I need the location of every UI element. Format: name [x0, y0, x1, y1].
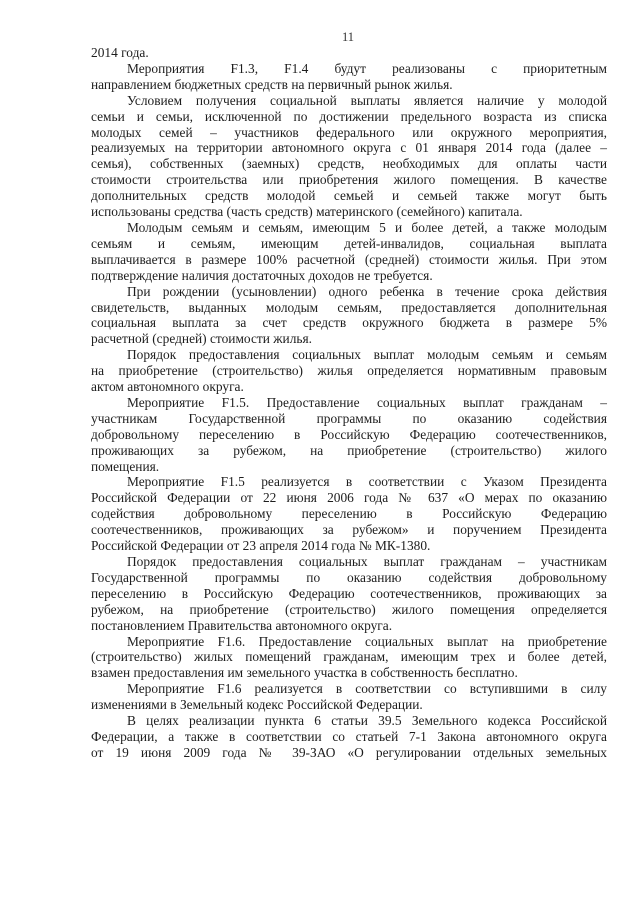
text-line: актом автономного округа.: [91, 379, 244, 395]
text-line: Порядок предоставления социальных выплат гражданам – участникам: [127, 554, 607, 569]
text-line: выплачивается в размере 100% расчетной (средней) стоимости жилья. При этом: [91, 251, 607, 267]
text-line: помещения.: [91, 458, 160, 474]
paragraph: [91, 554, 607, 634]
text-line: Порядок предоставления социальных выплат молодым семьям и семьям: [127, 347, 607, 363]
text-line: переселению в Российскую Федерацию соотечественников, проживающих за: [91, 585, 607, 601]
text-line: В целях реализации пункта 6 статьи 39.5 Земельного кодекса Российской: [127, 713, 607, 729]
text-line: молодых семей – участников федерального или окружного мероприятия,: [91, 124, 607, 140]
text-line: содействия добровольному переселению в Российскую Федерацию: [91, 506, 607, 522]
text-line: использованы средства (часть средств) материнского (семейного) капитала.: [91, 204, 523, 220]
text-line: постановлением Правительства автономного округа.: [91, 617, 393, 633]
paragraph: [91, 681, 607, 713]
paragraph: [91, 347, 607, 395]
text-line: Федерации, а также в соответствии со статьей 7-1 Закона автономного округа: [91, 728, 607, 744]
text-line: (строительство) жилых помещений гражданам, имеющим трех и более детей,: [91, 649, 607, 665]
paragraph: [91, 93, 607, 220]
paragraph: [91, 713, 607, 761]
text-line: добровольному переселению в Российскую Федерацию соотечественников,: [91, 426, 607, 442]
text-line: Мероприятие F1.6 реализуется в соответствии со вступившими в силу: [127, 681, 607, 697]
text-line: взамен предоставления им земельного участка в собственность бесплатно.: [91, 665, 518, 681]
text-line: подтверждение наличия достаточных доходов не требуется.: [91, 267, 433, 283]
text-line: семьям и семьям, имеющим детей-инвалидов, социальная выплата: [91, 235, 607, 251]
paragraph: [91, 220, 607, 284]
text-line: семья), собственных (заемных) средств, необходимых для оплаты части: [91, 156, 607, 172]
document-body: [91, 45, 607, 761]
text-line: от 19 июня 2009 года № 39-ЗАО «О регулировании отдельных земельных: [91, 744, 607, 760]
paragraph: [91, 61, 607, 93]
text-line: Мероприятие F1.6. Предоставление социальных выплат на приобретение: [127, 633, 607, 649]
text-line: Государственной программы по оказанию содействия добровольному: [91, 569, 607, 585]
page-number: 11: [341, 30, 355, 44]
text-line: свидетельств, выданных молодым семьям, предоставляется дополнительная: [91, 299, 607, 315]
text-line: участникам Государственной программы по оказанию содействия: [91, 410, 607, 426]
paragraph: [91, 284, 607, 348]
text-line: реализуемых на территории автономного округа с 01 января 2014 года (далее –: [91, 140, 607, 156]
paragraph: [91, 634, 607, 682]
text-line: семьи и семьи, исключенной по достижении предельного возраста из списка: [91, 108, 607, 124]
text-line: рубежом, на приобретение (строительство) жилого помещения определяется: [91, 601, 607, 617]
text-line: Молодым семьям и семьям, имеющим 5 и более детей, а также молодым: [127, 219, 607, 235]
text-line: соотечественников, проживающих за рубежом» и поручением Президента: [91, 522, 607, 538]
text-line: направлением бюджетных средств на первичный рынок жилья.: [91, 76, 453, 92]
paragraph: [91, 474, 607, 554]
text-line: социальная выплата за счет средств окружного бюджета в размере 5%: [91, 315, 607, 331]
text-line: проживающих за рубежом, на приобретение (строительство) жилого: [91, 442, 607, 458]
text-line: на приобретение (строительство) жилья определяется нормативным правовым: [91, 363, 607, 379]
paragraph: [91, 395, 607, 475]
text-line: изменениями в Земельный кодекс Российской Федерации.: [91, 697, 423, 713]
paragraph: [91, 45, 607, 61]
text-line: Российской Федерации от 23 апреля 2014 года № МК-1380.: [91, 538, 431, 554]
text-line: 2014 года.: [91, 45, 149, 60]
text-line: При рождении (усыновлении) одного ребенка в течение срока действия: [127, 283, 607, 299]
text-line: расчетной (средней) стоимости жилья.: [91, 331, 312, 347]
text-line: стоимости строительства или приобретения жилого помещения. В качестве: [91, 172, 607, 188]
text-line: Мероприятие F1.5 реализуется в соответствии с Указом Президента: [127, 474, 607, 490]
text-line: Мероприятие F1.5. Предоставление социальных выплат гражданам –: [127, 394, 607, 410]
text-line: дополнительных средств молодой семьей и семьей также могут быть: [91, 188, 607, 204]
text-line: Российской Федерации от 22 июня 2006 года № 637 «О мерах по оказанию: [91, 490, 607, 506]
text-line: Мероприятия F1.3, F1.4 будут реализованы с приоритетным: [127, 60, 607, 76]
text-line: Условием получения социальной выплаты является наличие у молодой: [127, 92, 607, 108]
